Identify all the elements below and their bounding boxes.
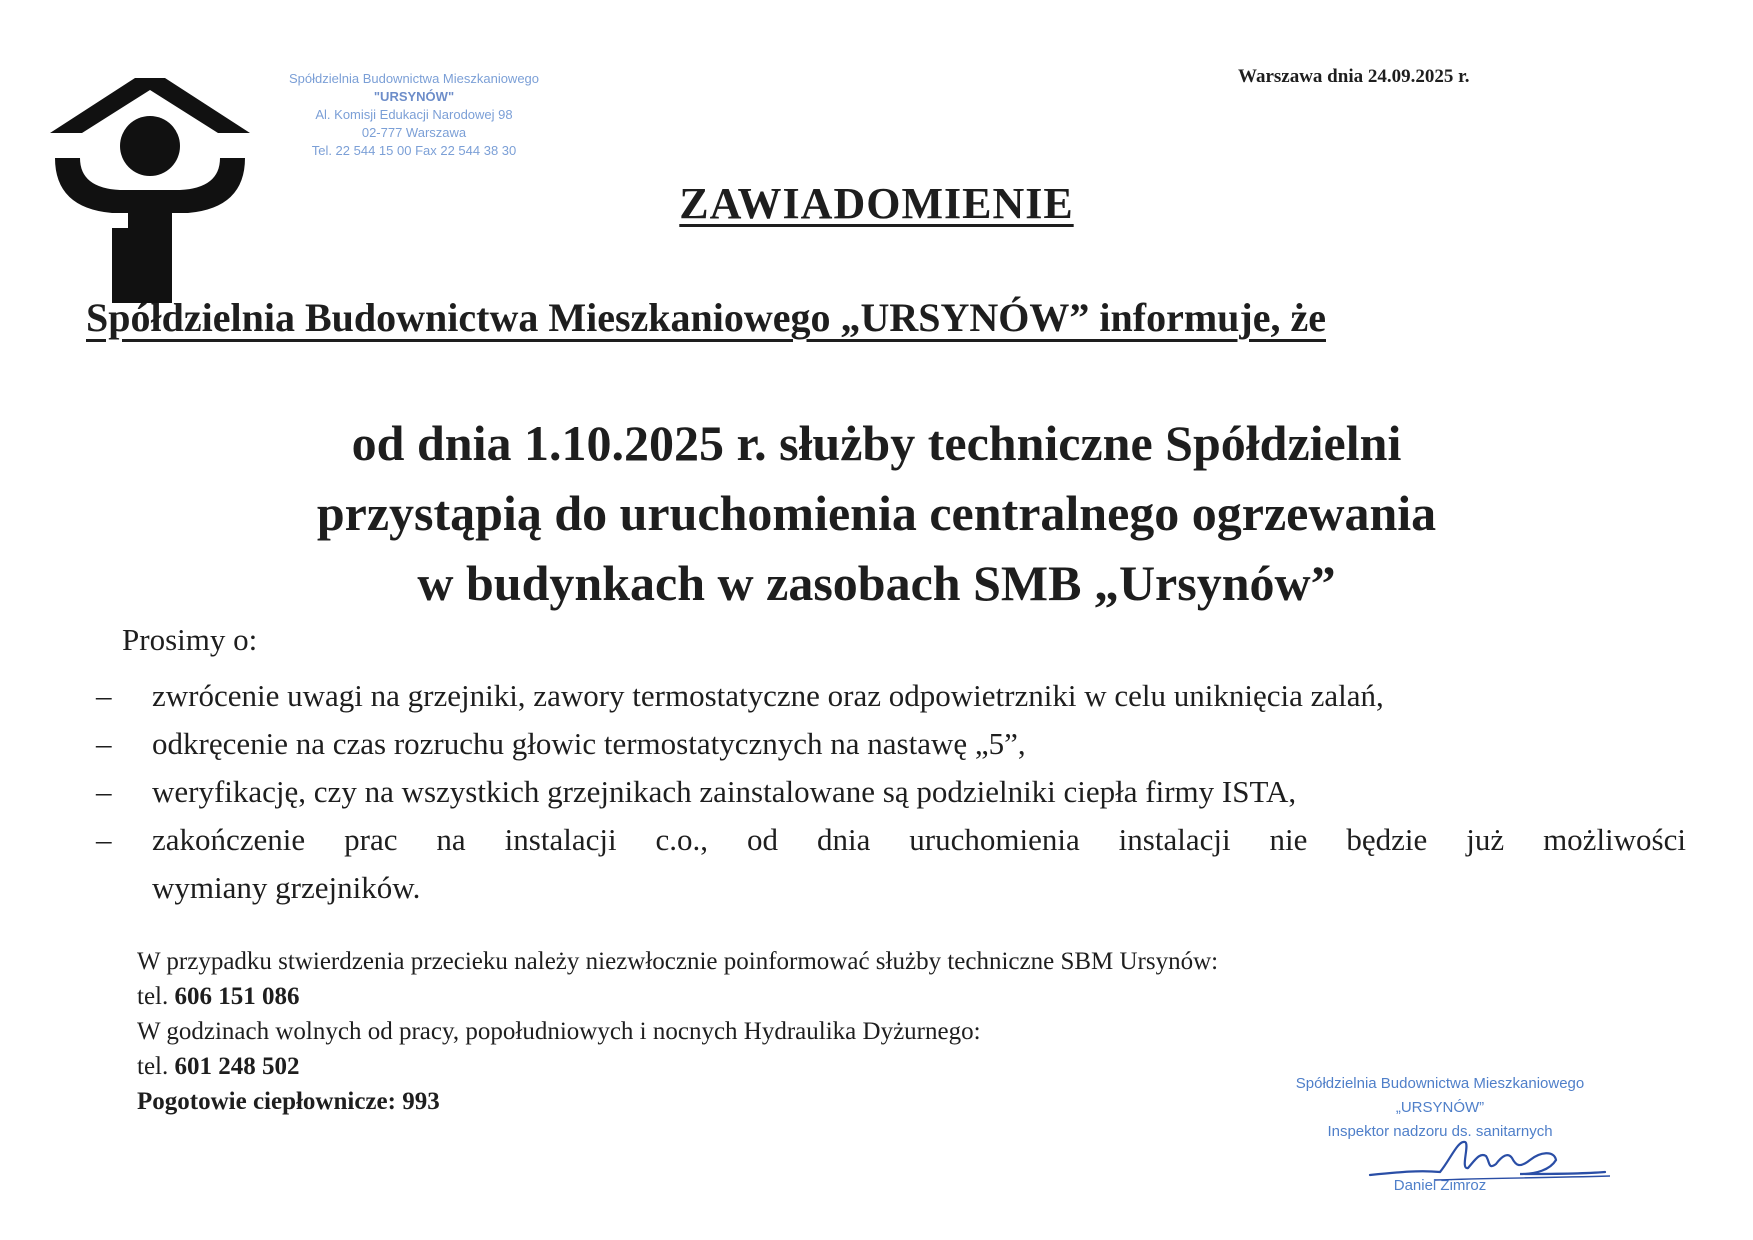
headline-line-3: w budynkach w zasobach SMB „Ursynów” xyxy=(417,555,1336,611)
tel-line-1: tel. 606 151 086 xyxy=(137,983,300,1010)
stamp-org: Spółdzielnia Budownictwa Mieszkaniowego xyxy=(288,71,540,86)
tel-2: 601 248 502 xyxy=(174,1053,300,1080)
emergency-line: Pogotowie ciepłownicze: 993 xyxy=(137,1088,440,1115)
stamp-address: Al. Komisji Edukacji Narodowej 98 xyxy=(315,107,513,122)
request-intro: Prosimy o: xyxy=(122,622,258,657)
dash-bullet: – xyxy=(96,678,112,713)
list-item: – zakończenie prac na instalacji c.o., od dnia uruchomienia instalacji nie będzie już możliwości xyxy=(96,816,1686,864)
tel-line-2: tel. 601 248 502 xyxy=(137,1053,300,1080)
document-title-text: ZAWIADOMIENIE xyxy=(679,179,1074,228)
dash-bullet: – xyxy=(96,822,112,857)
signature-stamp-person: Daniel Zimroz xyxy=(1393,1177,1487,1194)
signature-stamp-name: „URSYNÓW” xyxy=(1395,1099,1485,1116)
signature-stamp-role: Inspektor nadzoru ds. sanitarnych xyxy=(1327,1123,1553,1140)
list-item-continuation: wymiany grzejników. xyxy=(152,870,421,905)
request-list xyxy=(96,672,1686,912)
signature-stamp-org: Spółdzielnia Budownictwa Mieszkaniowego xyxy=(1295,1075,1585,1092)
headline xyxy=(0,408,1753,618)
leak-text: W przypadku stwierdzenia przecieku należy niezwłocznie poinformować służby techniczne SBM Ursynów: xyxy=(137,948,1219,975)
stamp-name: "URSYNÓW" xyxy=(373,89,455,104)
list-item: – weryfikację, czy na wszystkich grzejnikach zainstalowane są podzielniki ciepła firmy ISTA, xyxy=(96,768,1686,816)
intro-line: Spółdzielnia Budownictwa Mieszkaniowego „URSYNÓW” informuje, że xyxy=(86,295,1326,340)
list-item: – odkręcenie na czas rozruchu głowic termostatycznych na nastawę „5”, xyxy=(96,720,1686,768)
stamp-phone: Tel. 22 544 15 00 Fax 22 544 38 30 xyxy=(311,143,517,158)
headline-line-2: przystąpią do uruchomienia centralnego ogrzewania xyxy=(316,485,1437,541)
dash-bullet: – xyxy=(96,726,112,761)
headline-line-1: od dnia 1.10.2025 r. służby techniczne Spółdzielni xyxy=(351,415,1402,471)
organization-stamp xyxy=(228,70,600,160)
tel-1: 606 151 086 xyxy=(174,983,300,1010)
stamp-city: 02-777 Warszawa xyxy=(361,125,467,140)
document-date: Warszawa dnia 24.09.2025 r. xyxy=(1238,66,1470,87)
contact-info xyxy=(137,944,1218,1119)
document-title xyxy=(0,178,1753,229)
off-hours-text: W godzinach wolnych od pracy, popołudniowych i nocnych Hydraulika Dyżurnego: xyxy=(137,1018,981,1045)
list-item: – zwrócenie uwagi na grzejniki, zawory termostatyczne oraz odpowietrzniki w celu uniknięcia zalań, xyxy=(96,672,1686,720)
dash-bullet: – xyxy=(96,774,112,809)
handwritten-signature xyxy=(1340,1130,1620,1190)
